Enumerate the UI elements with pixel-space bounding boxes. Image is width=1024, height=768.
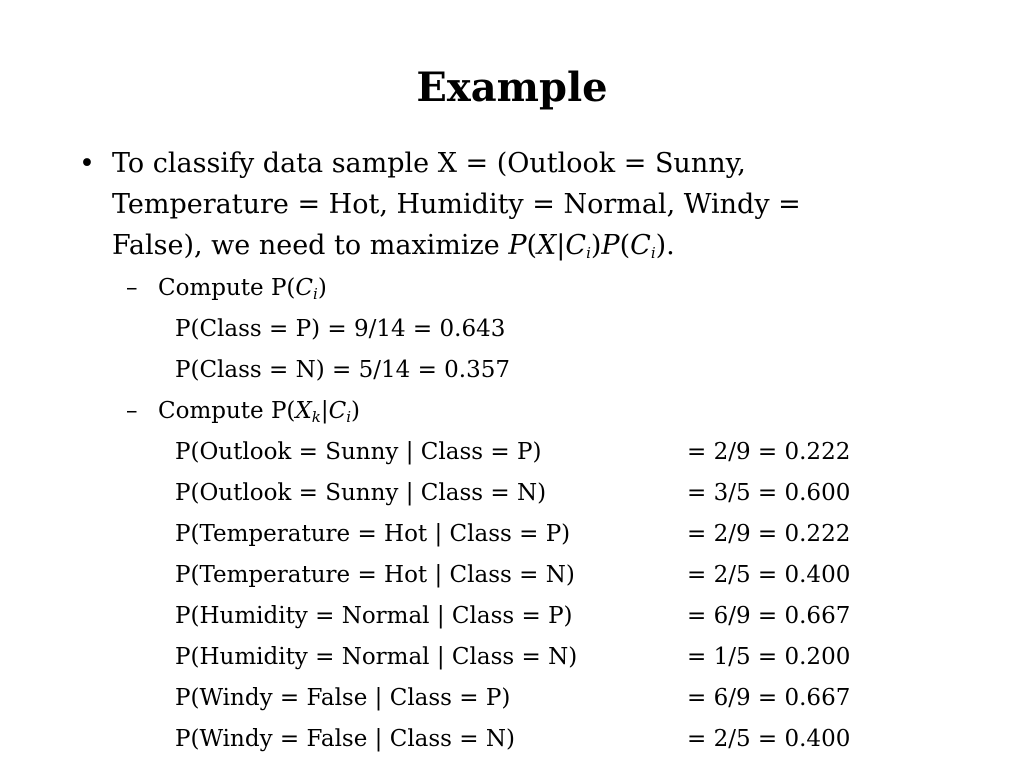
- conditional-row: [175, 640, 851, 674]
- conditional-value: = 6/9 = 0.667: [687, 603, 851, 629]
- main-bullet: [79, 143, 939, 266]
- class-prior-row: P(Class = P) = 9/14 = 0.643: [175, 316, 506, 342]
- conditional-expr: P(Humidity = Normal | Class = P): [175, 603, 573, 629]
- sub-bullet-compute-conditional: [126, 394, 360, 428]
- conditional-value: = 2/9 = 0.222: [687, 439, 851, 465]
- class-prior-row: P(Class = N) = 5/14 = 0.357: [175, 357, 510, 383]
- conditional-expr: P(Outlook = Sunny | Class = N): [175, 480, 547, 506]
- bullet-line-3-prefix: False), we need to maximize: [112, 230, 509, 261]
- sub2-var2: $C_i$: [328, 398, 352, 426]
- conditional-expr: P(Humidity = Normal | Class = N): [175, 644, 578, 670]
- bullet-line-2: Temperature = Hot, Humidity = Normal, Windy =: [112, 189, 801, 220]
- conditional-value: = 3/5 = 0.600: [687, 480, 851, 506]
- sub1-close: ): [317, 275, 327, 301]
- conditional-row: [175, 476, 851, 510]
- sub2-close: ): [351, 398, 361, 424]
- conditional-row: [175, 517, 851, 551]
- conditional-value: = 6/9 = 0.667: [687, 685, 851, 711]
- conditional-row: [175, 722, 851, 756]
- bullet-text: [112, 143, 939, 266]
- bullet-line-1: To classify data sample X = (Outlook = Sunny,: [112, 148, 746, 179]
- bullet-dot: •: [79, 148, 95, 179]
- slide-title: Example: [416, 64, 608, 111]
- bullet-line-3: False), we need to maximize $P(X|C_i)P(C_i)$.: [112, 230, 675, 262]
- conditional-value: = 2/9 = 0.222: [687, 521, 851, 547]
- conditional-row: [175, 681, 851, 715]
- conditional-row: [175, 558, 851, 592]
- dash: –: [126, 398, 138, 424]
- conditional-expr: P(Outlook = Sunny | Class = P): [175, 439, 542, 465]
- conditional-row: [175, 435, 851, 469]
- conditional-expr: P(Windy = False | Class = P): [175, 685, 511, 711]
- sub2-var1: $X_k$: [295, 398, 321, 426]
- sub-bullet-compute-prior: [126, 271, 327, 305]
- conditional-expr: P(Temperature = Hot | Class = N): [175, 562, 575, 588]
- sub2-bar: |: [320, 398, 329, 424]
- dash: –: [126, 275, 138, 301]
- conditional-value: = 2/5 = 0.400: [687, 562, 851, 588]
- sub2-label: Compute P(: [158, 398, 296, 424]
- conditional-row: [175, 599, 851, 633]
- conditional-expr: P(Temperature = Hot | Class = P): [175, 521, 571, 547]
- sub1-label: Compute P(: [158, 275, 296, 301]
- conditional-expr: P(Windy = False | Class = N): [175, 726, 515, 752]
- conditional-value: = 1/5 = 0.200: [687, 644, 851, 670]
- sub1-var: $C_i$: [295, 275, 318, 303]
- conditional-value: = 2/5 = 0.400: [687, 726, 851, 752]
